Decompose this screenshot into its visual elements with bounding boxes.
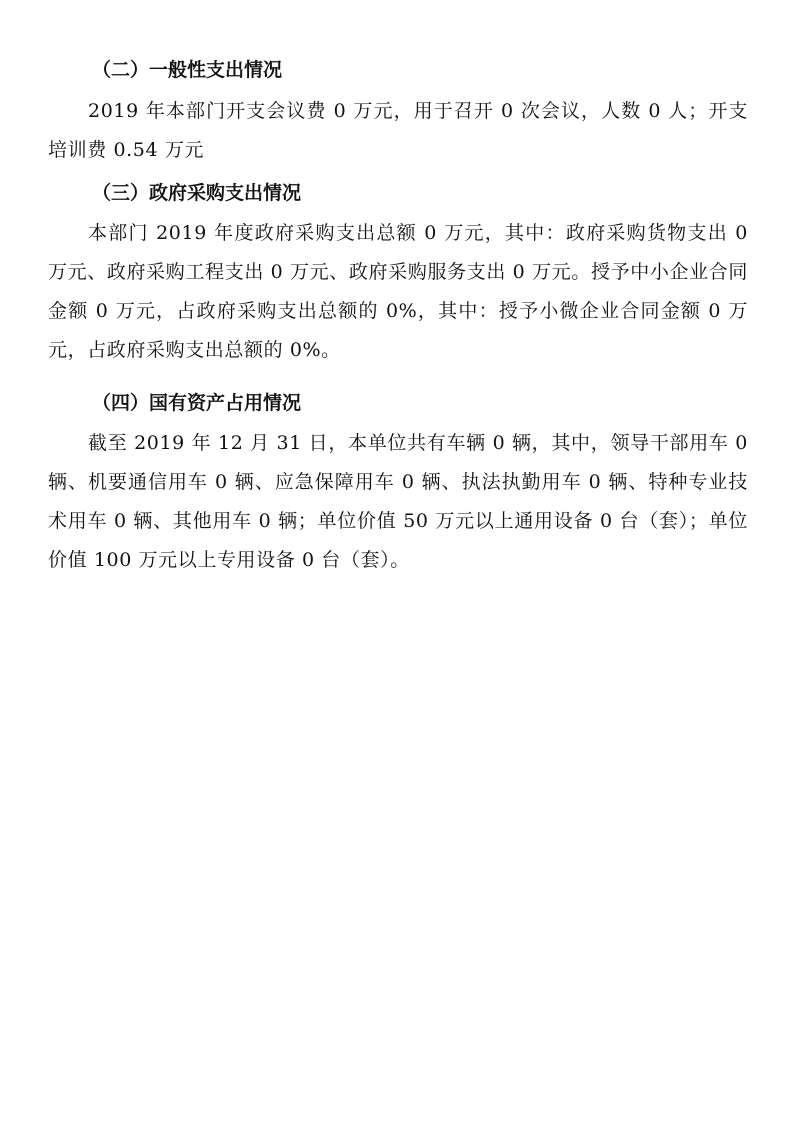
section-heading-state-assets: （四）国有资产占用情况 — [92, 392, 302, 414]
section-body-state-assets: 截至 2019 年 12 月 31 日，本单位共有车辆 0 辆，其中，领导干部用车 0 辆、机要通信用车 0 辆、应急保障用车 0 辆、执法执勤用车 0 辆、特种专业技术用车 0 辆、其他用车 0 辆；单位价值 50 万元以上通用设备 0 台（套）；单位价值 100 万元以上专用设备 0 台（套）。 — [48, 432, 748, 571]
section-heading-government-procurement: （三）政府采购支出情况 — [92, 182, 302, 204]
section-body-government-procurement: 本部门 2019 年度政府采购支出总额 0 万元，其中：政府采购货物支出 0 万元、政府采购工程支出 0 万元、政府采购服务支出 0 万元。授予中小企业合同金额 0 万元，占政府采购支出总额的 0%，其中：授予小微企业合同金额 0 万元，占政府采购支出总额的 0%。 — [48, 222, 748, 361]
section-heading-general-expenses: （二）一般性支出情况 — [92, 59, 283, 81]
section-body-general-expenses: 2019 年本部门开支会议费 0 万元，用于召开 0 次会议，人数 0 人；开支培训费 0.54 万元 — [48, 100, 748, 161]
